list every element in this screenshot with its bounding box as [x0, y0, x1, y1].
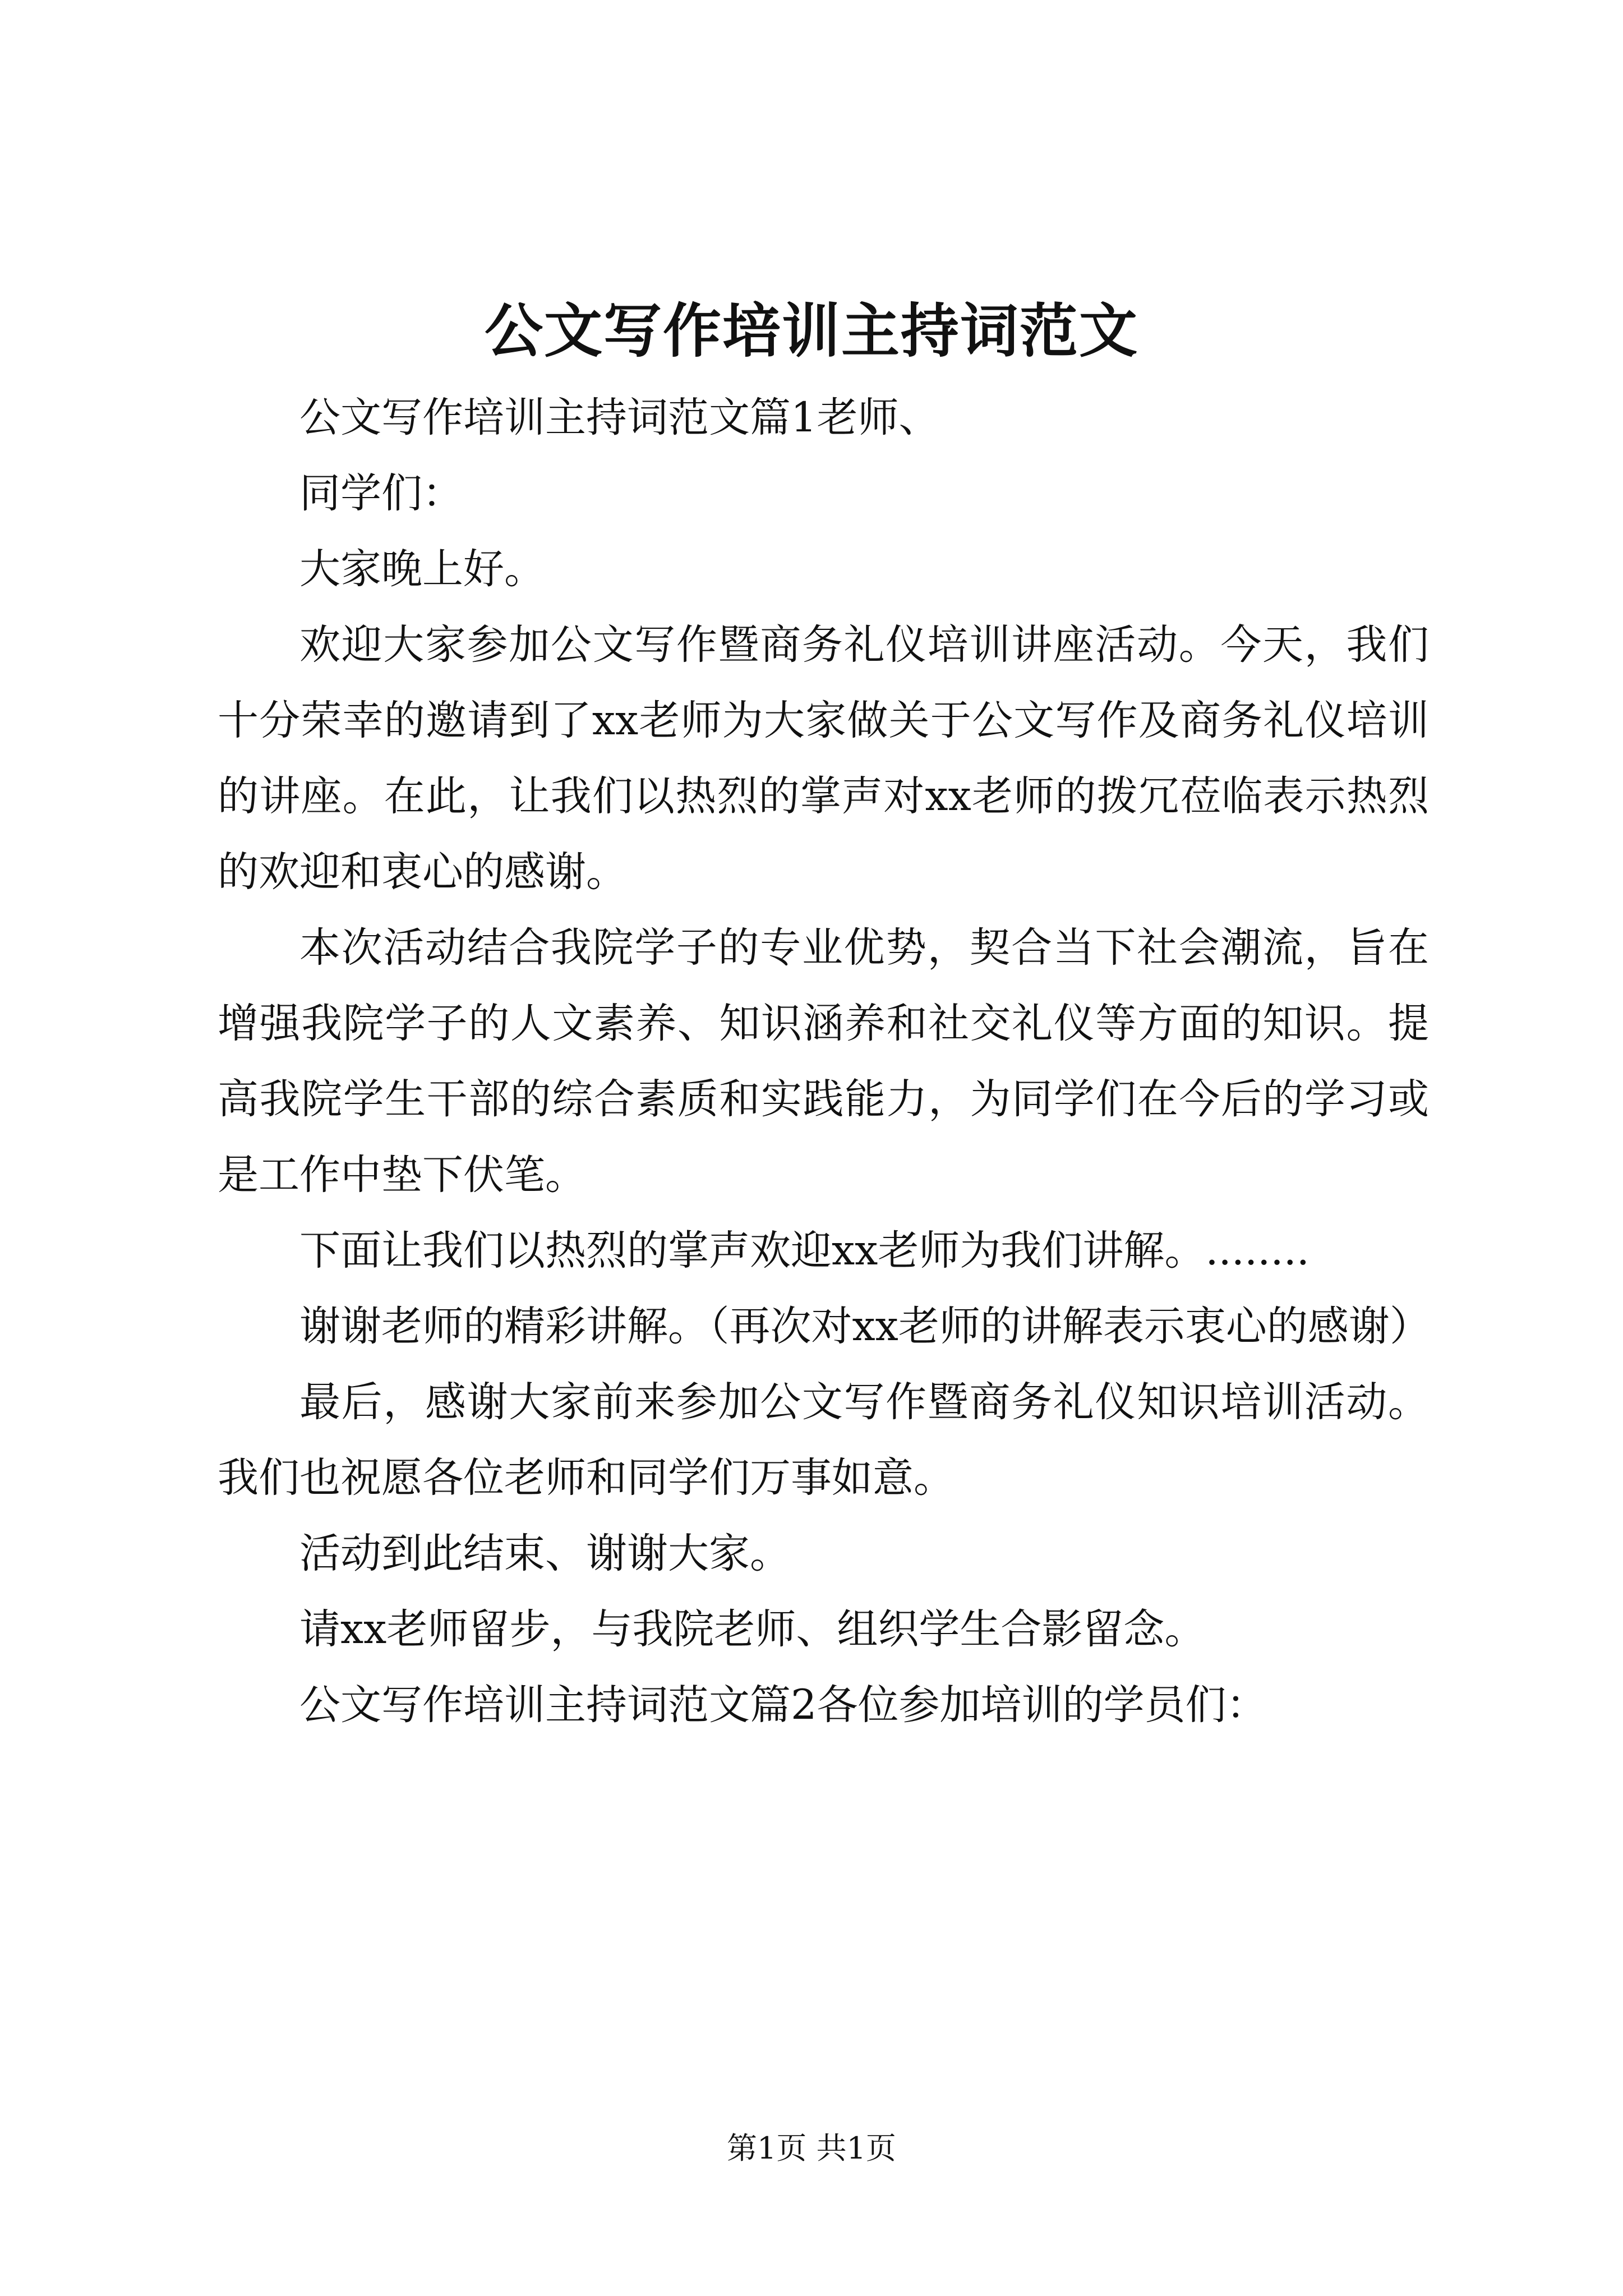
document-body [218, 380, 1429, 1743]
paragraph: 最后，感谢大家前来参加公文写作暨商务礼仪知识培训活动。我们也祝愿各位老师和同学们万事如意。 [218, 1378, 1429, 1502]
document-title: 公文写作培训主持词范文 [484, 296, 1138, 365]
page-footer: 第1页 共1页 [727, 2131, 896, 2166]
paragraph: 请xx老师留步，与我院老师、组织学生合影留念。 [299, 1605, 1206, 1653]
paragraph: 公文写作培训主持词范文篇1老师、 [299, 394, 940, 441]
paragraph: 谢谢老师的精彩讲解。（再次对xx老师的讲解表示衷心的感谢） [299, 1303, 1431, 1350]
paragraph: 下面让我们以热烈的掌声欢迎xx老师为我们讲解。........ [299, 1227, 1310, 1274]
paragraph: 欢迎大家参加公文写作暨商务礼仪培训讲座活动。今天，我们十分荣幸的邀请到了xx老师为大家做关于公文写作及商务礼仪培训的讲座。在此，让我们以热烈的掌声对xx老师的拨冗莅临表示热烈的欢迎和衷心的感谢。 [218, 621, 1429, 896]
paragraph: 大家晚上好。 [299, 545, 545, 593]
paragraph: 同学们： [299, 470, 463, 517]
paragraph: 公文写作培训主持词范文篇2各位参加培训的学员们： [299, 1681, 1267, 1729]
paragraph: 本次活动结合我院学子的专业优势，契合当下社会潮流，旨在增强我院学子的人文素养、知识涵养和社交礼仪等方面的知识。提高我院学生干部的综合素质和实践能力，为同学们在今后的学习或是工作中垫下伏笔。 [218, 924, 1429, 1199]
paragraph: 活动到此结束、谢谢大家。 [299, 1530, 791, 1577]
